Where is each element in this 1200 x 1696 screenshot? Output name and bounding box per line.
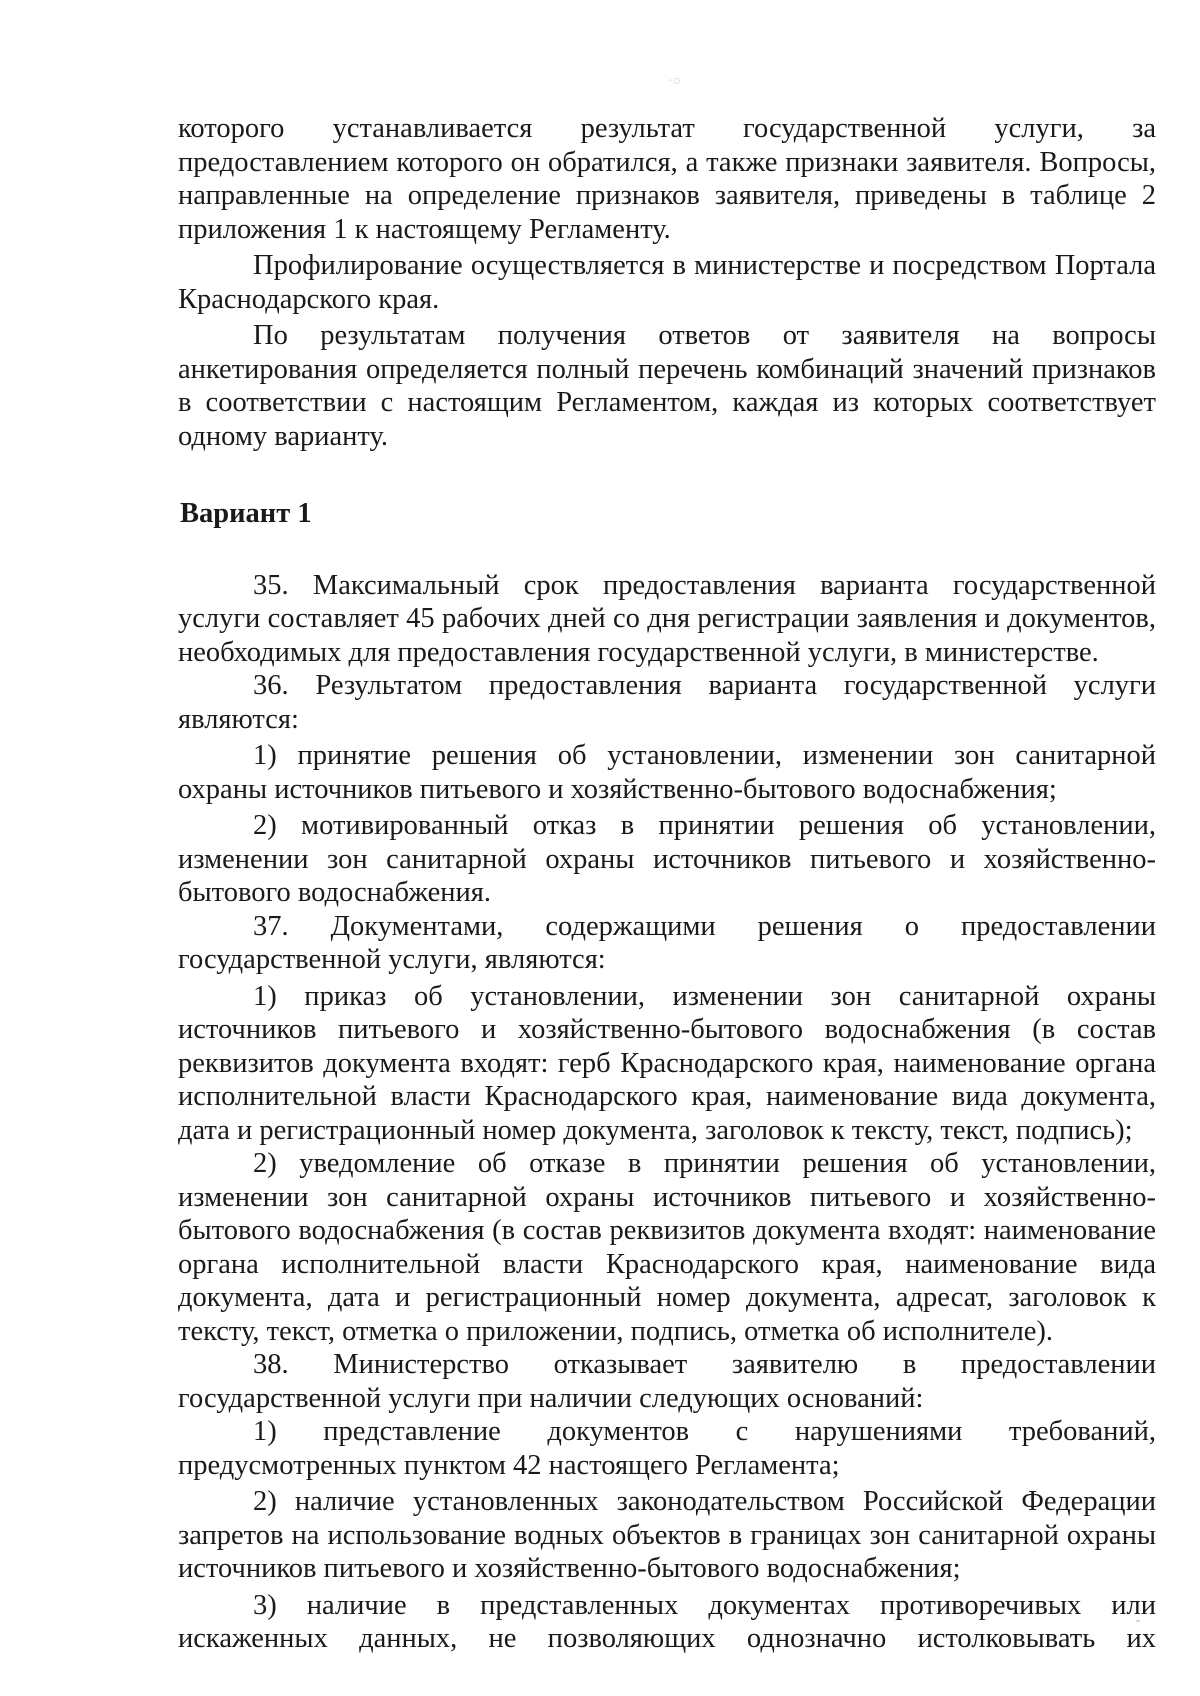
clause-38-item-3: 3) наличие в представленных документах противоречивых или искаженных данных, не позволяющих однозначно истолковывать их <box>178 1589 1156 1654</box>
paragraph-profiling: Профилирование осуществляется в министерстве и посредством Портала Краснодарского края. <box>178 250 1156 315</box>
paragraph-survey-results: По результатам получения ответов от заявителя на вопросы анкетирования определяется полный перечень комбинаций значений признаков в соответствии с настоящим Регламентом, каждая из которых соответствует одному варианту. <box>178 320 1156 452</box>
clause-36-item-1: 1) принятие решения об установлении, изменении зон санитарной охраны источников питьевого и хозяйственно-бытового водоснабжения; <box>178 740 1156 805</box>
clause-38-item-1: 1) представление документов с нарушениями требований, предусмотренных пунктом 42 настоящего Регламента; <box>178 1416 1156 1481</box>
clause-38-item-2: 2) наличие установленных законодательством Российской Федерации запретов на использование водных объектов в границах зон санитарной охраны источников питьевого и хозяйственно-бытового водоснабжения; <box>178 1486 1156 1584</box>
clause-35: 35. Максимальный срок предоставления варианта государственной услуги составляет 45 рабочих дней со дня регистрации заявления и документов, необходимых для предоставления государственной услуги, в министерстве. <box>178 569 1156 668</box>
clause-36-item-2: 2) мотивированный отказ в принятии решения об установлении, изменении зон санитарной охраны источников питьевого и хозяйственно-бытового водоснабжения. <box>178 810 1156 908</box>
clause-38: 38. Министерство отказывает заявителю в предоставлении государственной услуги при наличии следующих оснований: <box>178 1349 1156 1414</box>
clause-37-item-1: 1) приказ об установлении, изменении зон санитарной охраны источников питьевого и хозяйственно-бытового водоснабжения (в состав реквизитов документа входят: герб Краснодарского края, наименование органа исполнительной власти Краснодарского края, наименование вида документа, дата и регистрационный номер документа, заголовок к тексту, текст, подпись); <box>178 980 1156 1146</box>
section-heading: Вариант 1 <box>180 498 312 529</box>
document-body <box>178 112 1156 1656</box>
scan-artifact-mark: ·○ <box>668 74 682 89</box>
clause-36: 36. Результатом предоставления варианта государственной услуги являются: <box>178 670 1156 735</box>
clause-37: 37. Документами, содержащими решения о предоставлении государственной услуги, являются: <box>178 910 1156 975</box>
paragraph-continuation: которого устанавливается результат государственной услуги, за предоставлением которого он обратился, а также признаки заявителя. Вопросы, направленные на определение признаков заявителя, приведены в таблице 2 приложения 1 к настоящему Регламенту. <box>178 113 1156 245</box>
clause-37-item-2: 2) уведомление об отказе в принятии решения об установлении, изменении зон санитарной охраны источников питьевого и хозяйственно-бытового водоснабжения (в состав реквизитов документа входят: наименование органа исполнительной власти Краснодарского края, наименование вида документа, дата и регистрационный номер документа, адресат, заголовок к тексту, текст, отметка о приложении, подпись, отметка об исполнителе). <box>178 1148 1156 1347</box>
scan-artifact-dot <box>1136 1620 1140 1622</box>
